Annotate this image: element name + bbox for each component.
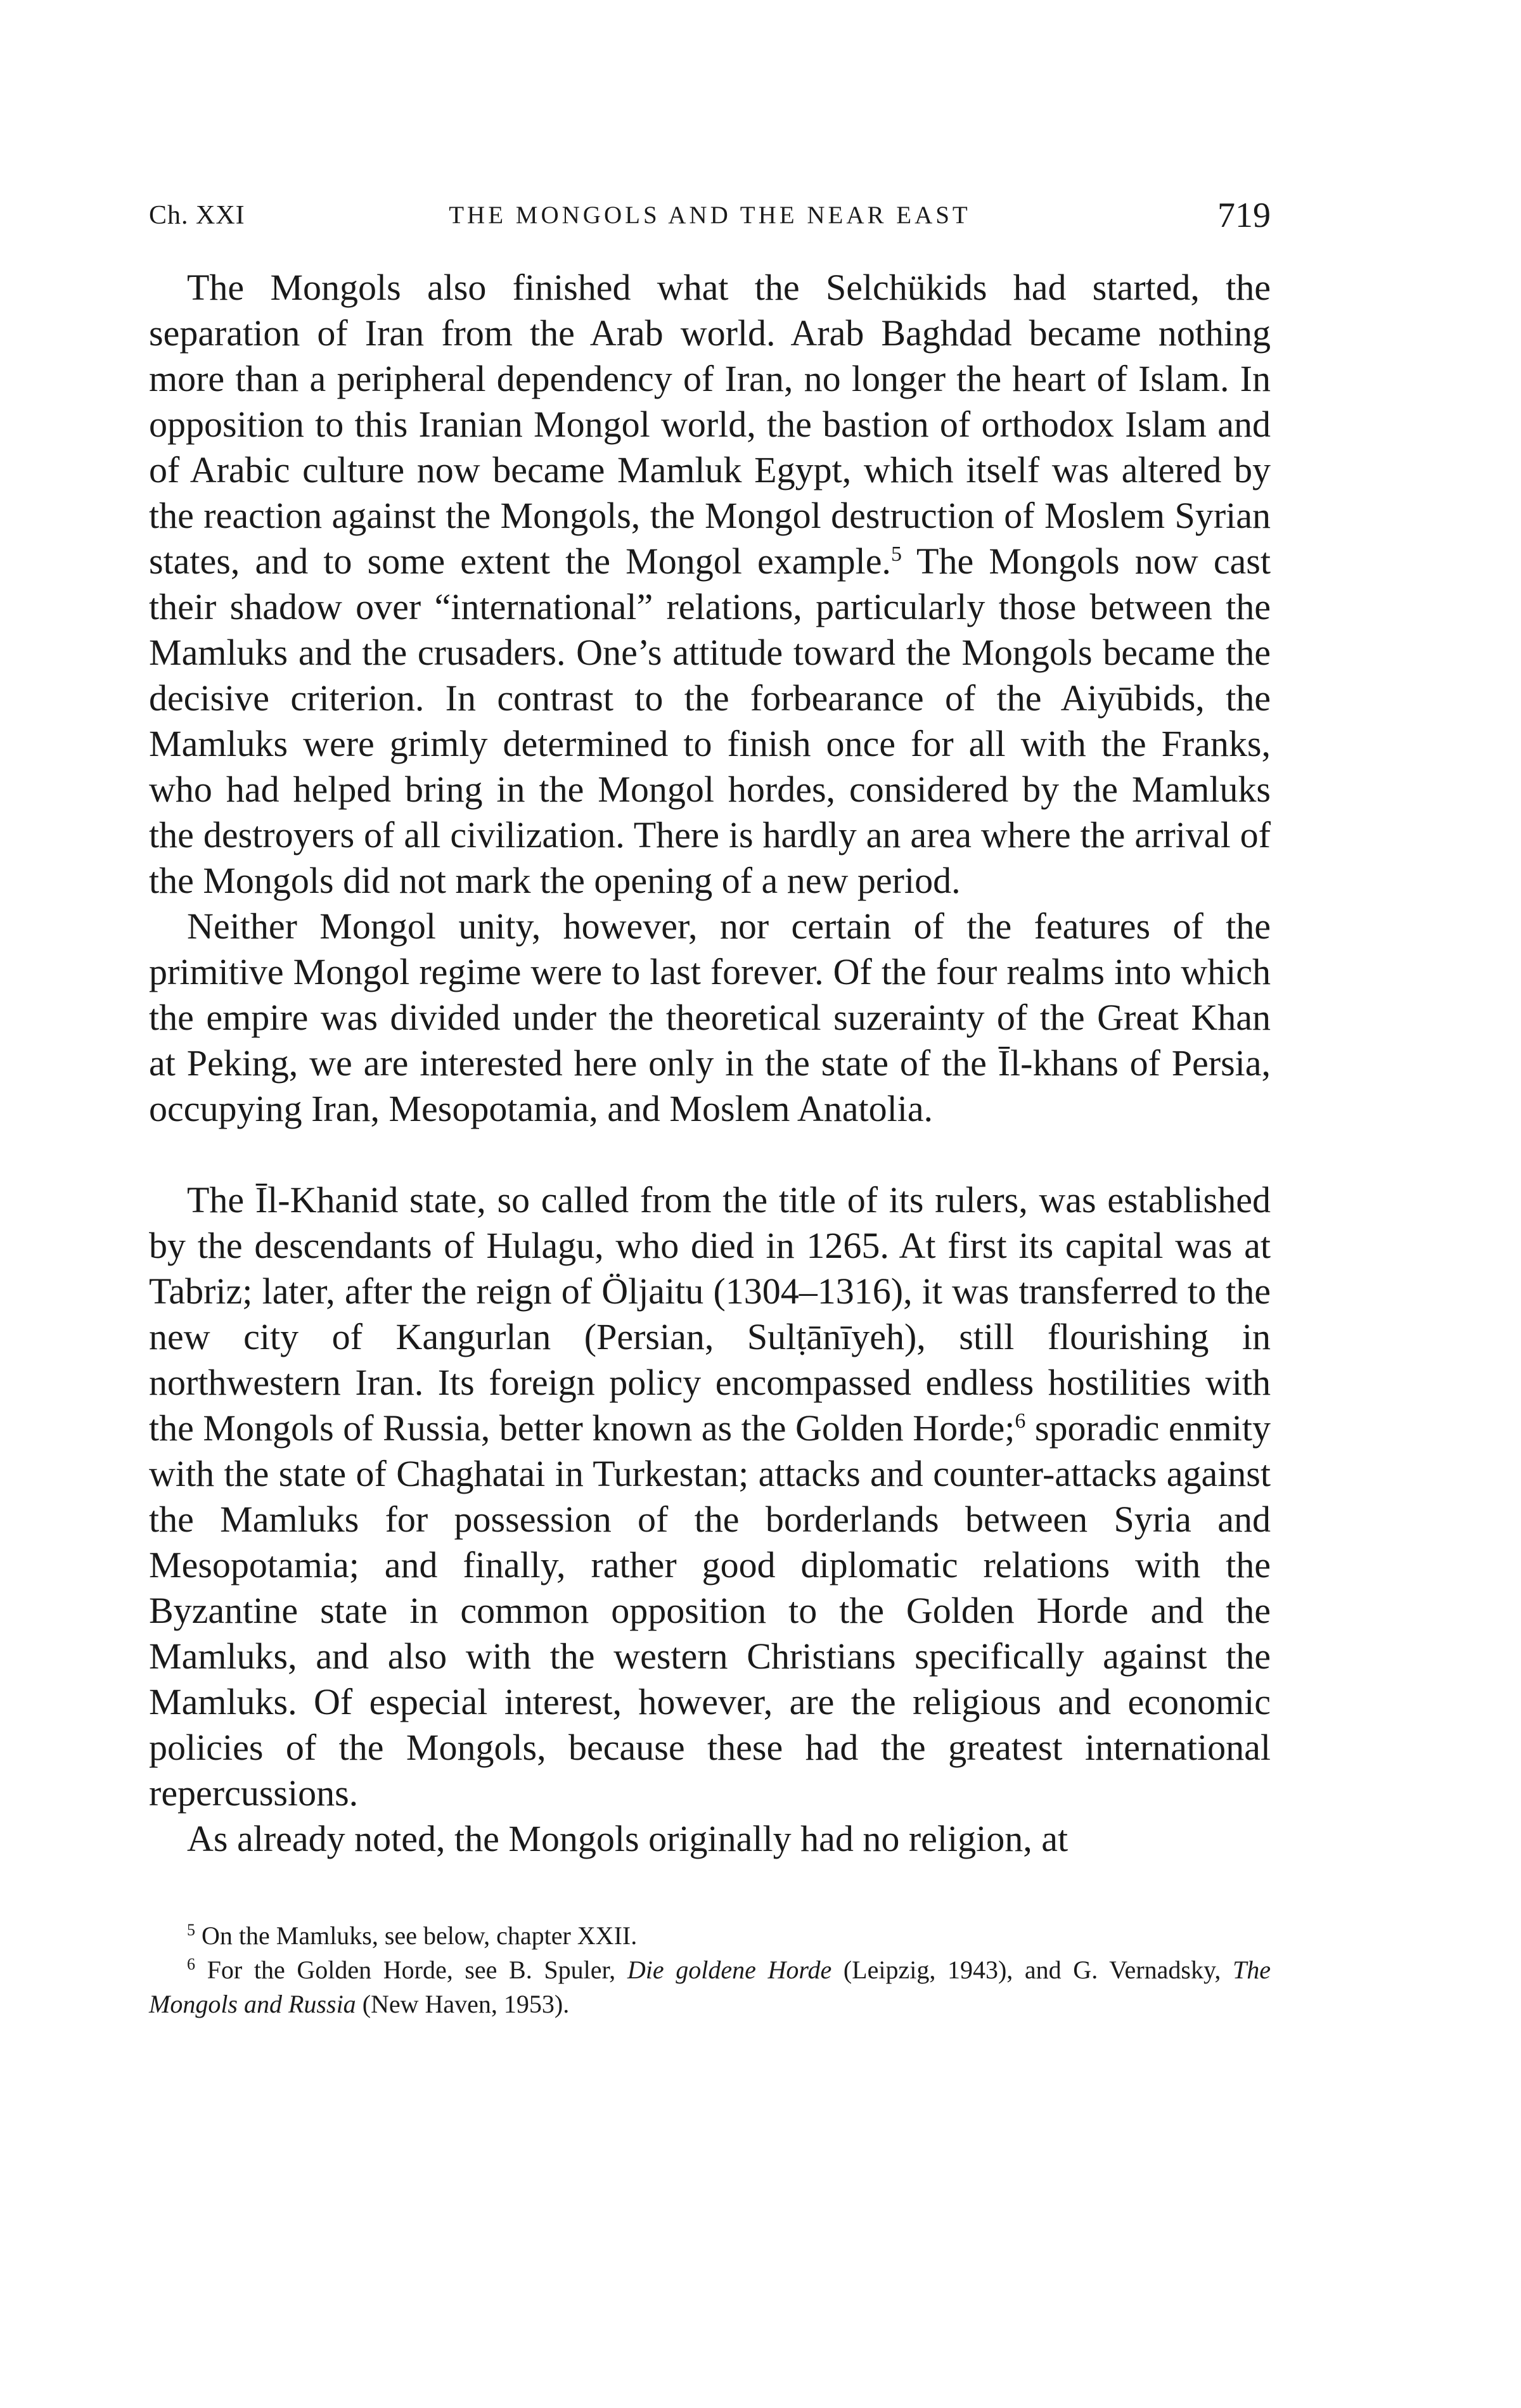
cited-title: Die goldene Horde bbox=[627, 1956, 832, 1984]
body-text bbox=[149, 265, 1271, 1862]
paragraph-text: Neither Mongol unity, however, nor certain of the features of the primitive Mongol regime were to last forever. Of the four realms into which the empire was divided under the theoretical suzerainty of the Great Khan at Peking, we are interested here only in the state of the Īl-khans of Persia, occupying Iran, Mesopotamia, and Moslem Anatolia. bbox=[149, 906, 1271, 1129]
footnote bbox=[149, 1919, 1271, 1953]
footnote-text: On the Mamluks, see below, chapter XXII. bbox=[195, 1921, 638, 1950]
footnote-ref: 5 bbox=[890, 542, 902, 566]
footnotes bbox=[149, 1919, 1271, 2021]
running-head bbox=[149, 190, 1271, 241]
footnote-text: (New Haven, 1953). bbox=[356, 1990, 570, 2018]
paragraph bbox=[149, 265, 1271, 904]
footnote-number: 5 bbox=[187, 1921, 195, 1939]
footnote-text: For the Golden Horde, see B. Spuler, bbox=[195, 1956, 627, 1984]
footnote-text: (Leipzig, 1943), and G. Vernadsky, bbox=[831, 1956, 1233, 1984]
page-number: 719 bbox=[1217, 196, 1271, 235]
paragraph-text: The Īl-Khanid state, so called from the title of its rulers, was established by the descendants of Hulagu, who died in 1265. At first its capital was at Tabriz; later, after the reign of Öljaitu (1304–1316), it was transferred to the new city of Kangurlan (Persian, Sulṭānīyeh), still flourishing in northwestern Iran. Its foreign policy encompassed endless hostilities with the Mongols of Russia, better known as the Golden Horde; bbox=[149, 1179, 1271, 1449]
running-title: THE MONGOLS AND THE NEAR EAST bbox=[449, 202, 971, 229]
paragraph-text: The Mongols also finished what the Selchükids had started, the separation of Iran from the Arab world. Arab Baghdad became nothing more than a peripheral dependency of Iran, no longer the heart of Islam. In opposition to this Iranian Mongol world, the bastion of orthodox Islam and of Arabic culture now became Mamluk Egypt, which itself was altered by the reaction against the Mongols, the Mongol destruction of Moslem Syrian states, and to some extent the Mongol example. bbox=[149, 267, 1271, 582]
footnote bbox=[149, 1953, 1271, 2021]
paragraph-text: sporadic enmity with the state of Chaghatai in Turkestan; attacks and counter-attacks against the Mamluks for possession of the borderlands between Syria and Mesopotamia; and finally, rather good diplomatic relations with the Byzantine state in common opposition to the Golden Horde and the Mamluks, and also with the western Christians specifically against the Mamluks. Of especial interest, however, are the religious and economic policies of the Mongols, because these had the greatest international repercussions. bbox=[149, 1407, 1271, 1814]
cited-title: The Mongols and Russia bbox=[149, 1956, 1271, 2018]
paragraph-text: The Mongols now cast their shadow over “international” relations, particularly those between the Mamluks and the crusaders. One’s attitude toward the Mongols became the decisive criterion. In contrast to the forbearance of the Aiyūbids, the Mamluks were grimly determined to finish once for all with the Franks, who had helped bring in the Mongol hordes, considered by the Mamluks the destroyers of all civilization. There is hardly an area where the arrival of the Mongols did not mark the opening of a new period. bbox=[149, 541, 1271, 901]
paragraph bbox=[149, 1177, 1271, 1816]
footnote-number: 6 bbox=[187, 1955, 195, 1973]
book-page bbox=[149, 190, 1271, 2021]
paragraph bbox=[149, 1816, 1271, 1862]
footnote-ref: 6 bbox=[1015, 1409, 1026, 1433]
paragraph-text: As already noted, the Mongols originally had no religion, at bbox=[187, 1818, 1069, 1859]
paragraph bbox=[149, 904, 1271, 1132]
chapter-label: Ch. XXI bbox=[149, 201, 245, 230]
